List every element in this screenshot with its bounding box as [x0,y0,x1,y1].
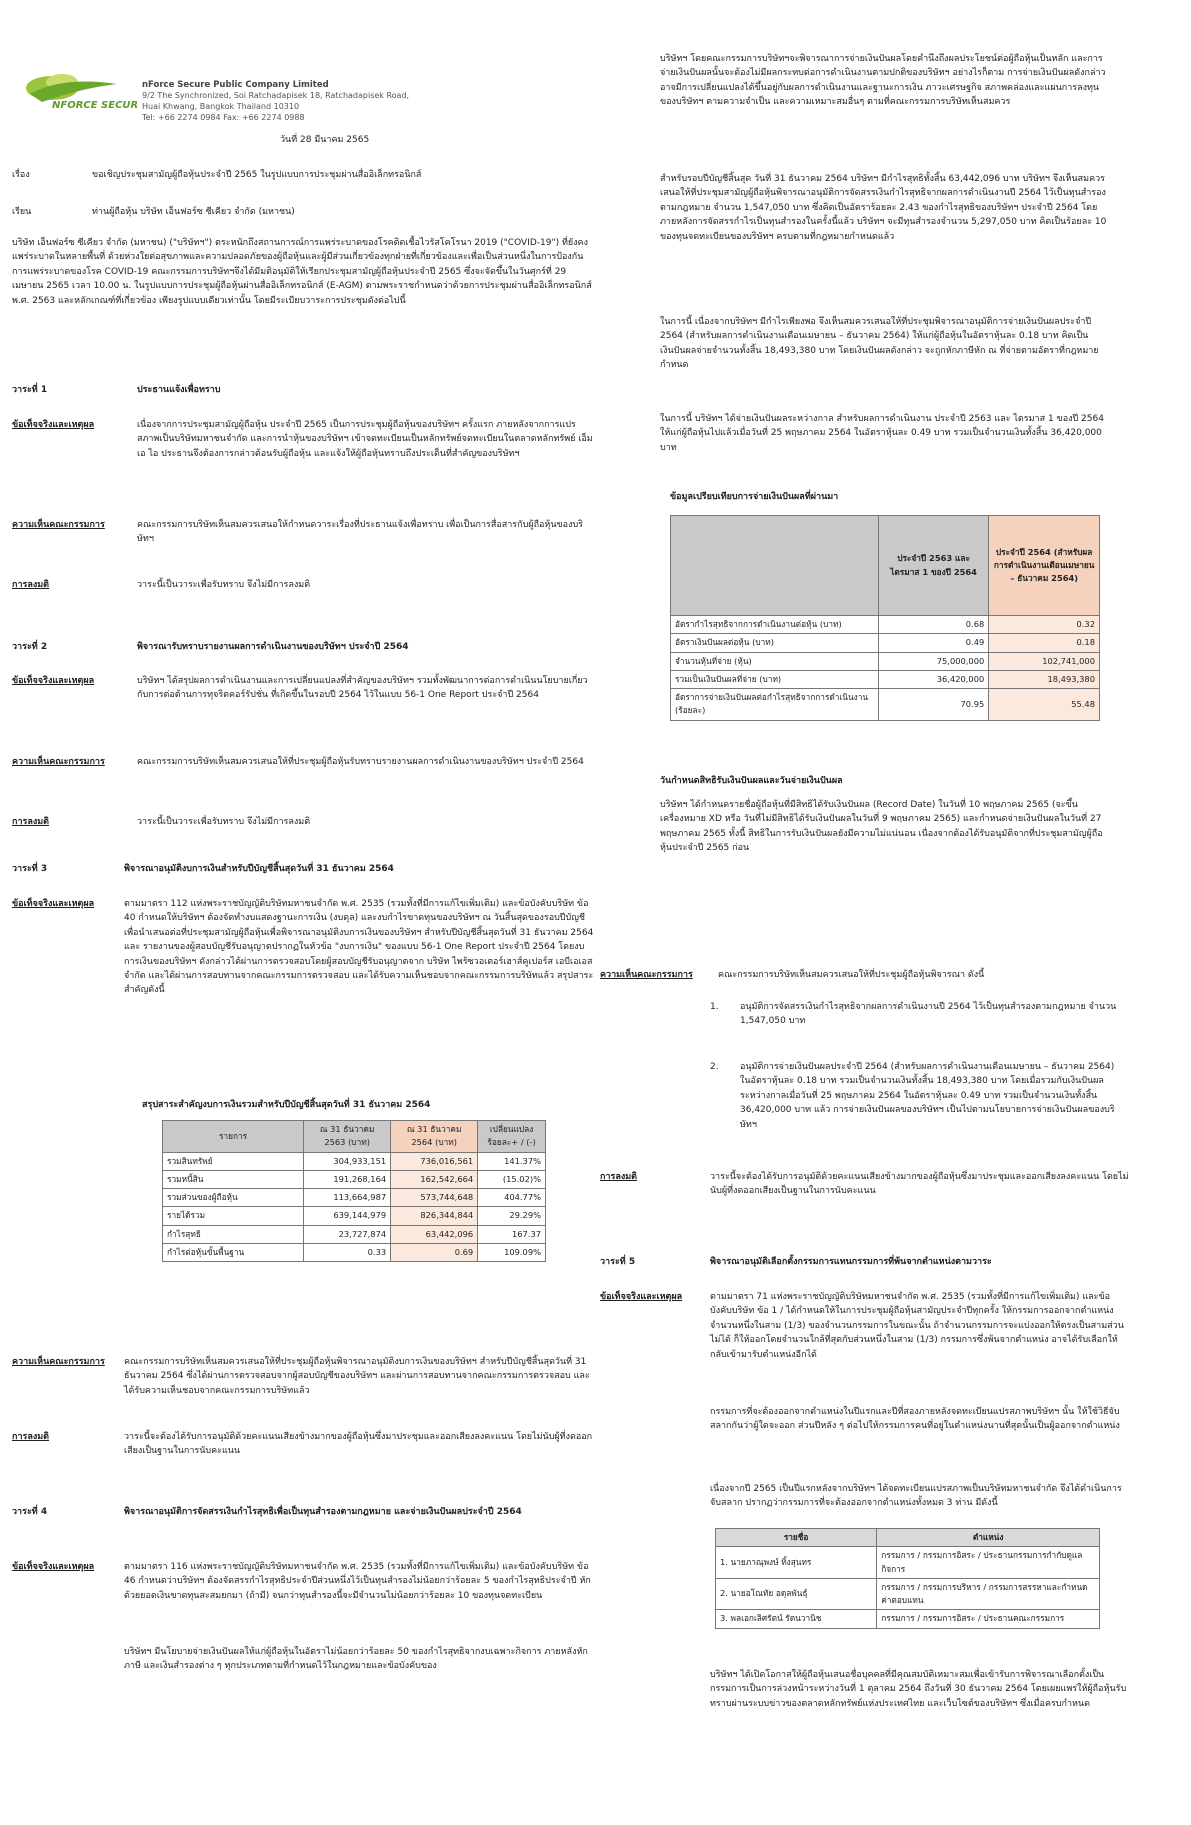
agenda-3-facts-label: ข้อเท็จจริงและเหตุผล [12,899,95,909]
div-header-2563: ประจำปี 2563 และ ไตรมาส 1 ของปี 2564 [878,516,988,616]
table-row [163,1170,546,1188]
fin-cell-2564: 826,344,844 [391,1207,478,1225]
table-row [716,1578,1100,1610]
div-cell-2563: 0.68 [878,616,988,634]
dividend-comparison-table [670,515,1100,721]
fin-cell-item: รวมหนี้สิน [163,1170,304,1188]
div-cell-item: อัตรากำไรสุทธิจากการดำเนินงานต่อหุ้น (บาท) [671,616,879,634]
fin-table-title: สรุปสาระสำคัญงบการเงินรวมสำหรับปีบัญชีสิ้นสุดวันที่ 31 ธันวาคม 2564 [142,1100,431,1110]
div-header-2564: ประจำปี 2564 (สำหรับผลการดำเนินงานเดือนเมษายน – ธันวาคม 2564) [989,516,1100,616]
agenda-2-facts: บริษัทฯ ได้สรุปผลการดำเนินงานและการเปลี่ยนแปลงที่สำคัญของบริษัทฯ รวมทั้งพัฒนาการต่อการดำเนินนโยบายเกี่ยวกับการต่อต้านการทุจริตคอร์รัปชั่น ที่เกิดขึ้นในรอบปี 2564 ไว้ในแบบ 56-1 One Report ประจำปี 2564 [137,676,588,701]
fin-cell-change: (15.02)% [478,1170,546,1188]
dir-cell-name: 1. นายภาณุพงษ์ ทิ้งสุนทร [716,1547,877,1579]
company-logo [22,66,137,121]
agenda-2-opinion-label: ความเห็นคณะกรรมการ [12,757,105,767]
fin-cell-2563: 191,268,164 [304,1170,391,1188]
agenda-4-opinion-label: ความเห็นคณะกรรมการ [600,970,693,980]
div-cell-2563: 36,420,000 [878,670,988,688]
fin-header-item: รายการ [163,1121,304,1153]
fin-cell-2564: 162,542,664 [391,1170,478,1188]
agenda-2-opinion: คณะกรรมการบริษัทเห็นสมควรเสนอให้ที่ประชุมผู้ถือหุ้นรับทราบรายงานผลการดำเนินงานของบริษัทฯ ประจำปี 2564 [137,757,584,767]
fin-cell-2564: 0.69 [391,1243,478,1261]
agenda-1-title: ประธานแจ้งเพื่อทราบ [137,385,221,395]
dividend-policy-text: บริษัทฯ โดยคณะกรรมการบริษัทฯจะพิจารณาการจ่ายเงินปันผลโดยคำนึงถึงผลประโยชน์ต่อผู้ถือหุ้นเป็นหลัก และการจ่ายเงินปันผลนั้นจะต้องไม่มีผลกระทบต่อการดำเนินงานตามปกติของบริษัทฯ อย่างไรก็ตาม การจ่ายเงินปันผลดังกล่าวอาจมีการเปลี่ยนแปลงได้ขึ้นอยู่กับผลการดำเนินงานและฐานะการเงิน ภาวะเศรษฐกิจ สภาพคล่องและแผนการลงทุนของบริษัทฯ ตามความจำเป็น และความเหมาะสมอื่นๆ ตามที่คณะกรรมการบริษัทเห็นสมควร [660,54,1106,108]
agenda-5-para-4: บริษัทฯ ได้เปิดโอกาสให้ผู้ถือหุ้นเสนอชื่อบุคคลที่มีคุณสมบัติเหมาะสมเพื่อเข้ารับการพิจารณาเลือกตั้งเป็นกรรมการเป็นการล่วงหน้าระหว่างวันที่ 1 ตุลาคม 2564 ถึงวันที่ 30 ธันวาคม 2564 โดยเผยแพร่ให้ผู้ถือหุ้นรับทราบผ่านระบบข่าวของตลาดหลักทรัพย์แห่งประเทศไทย และเว็บไซต์ของบริษัทฯ ซึ่งเมื่อครบกำหนด [710,1670,1127,1709]
agenda-3-title: พิจารณาอนุมัติงบการเงินสำหรับปีบัญชีสิ้นสุดวันที่ 31 ธันวาคม 2564 [124,864,394,874]
agenda-1-vote-label: การลงมติ [12,580,50,590]
table-row [163,1152,546,1170]
agenda-3-opinion: คณะกรรมการบริษัทเห็นสมควรเสนอให้ที่ประชุมผู้ถือหุ้นพิจารณาอนุมัติงบการเงินของบริษัทฯ สำหรับปีบัญชีสิ้นสุดวันที่ 31 ธันวาคม 2564 ซึ่งได้ผ่านการตรวจสอบจากผู้สอบบัญชีของบริษัทฯ และผ่านการสอบทานจากคณะกรรมการตรวจสอบ และได้รับความเห็นชอบจากคณะกรรมการบริษัทแล้ว [124,1357,590,1396]
agenda-5-title: พิจารณาอนุมัติเลือกตั้งกรรมการแทนกรรมการที่พ้นจากตำแหน่งตามวาระ [710,1257,992,1267]
logo-text: NFORCE SECURE [52,100,137,111]
agenda-2-title: พิจารณารับทราบรายงานผลการดำเนินงานของบริษัทฯ ประจำปี 2564 [137,642,409,652]
fin-cell-2563: 304,933,151 [304,1152,391,1170]
div-cell-2564: 18,493,380 [989,670,1100,688]
company-address-1: 9/2 The Synchronized, Soi Ratchadapisek 18, Ratchadapisek Road, [142,91,410,101]
fin-cell-item: กำไรสุทธิ [163,1225,304,1243]
agenda-4-label: วาระที่ 4 [12,1507,48,1517]
agenda-2-vote: วาระนี้เป็นวาระเพื่อรับทราบ จึงไม่มีการลงมติ [137,817,311,827]
dir-cell-name: 3. พลเอกเลิศรัตน์ รัตนวานิช [716,1610,877,1628]
div-cell-item: อัตราเงินปันผลต่อหุ้น (บาท) [671,634,879,652]
intro-body: บริษัท เอ็นฟอร์ซ ซีเคียว จำกัด (มหาชน) ("บริษัทฯ") ตระหนักถึงสถานการณ์การแพร่ระบาดของโรคติดเชื้อไวรัสโคโรนา 2019 ("COVID-19") ที่ยังคงแพร่ระบาดในหลายพื้นที่ ด้วยห่วงใยต่อสุขภาพและความปลอดภัยของผู้ถือหุ้นและผู้มีส่วนเกี่ยวข้องทุกฝ่ายที่เกี่ยวข้องและเพื่อเป็นส่วนหนึ่งในการป้องกันการแพร่ระบาดของโรค COVID-19 คณะกรรมการบริษัทฯจึงได้มีมติอนุมัติให้เรียกประชุมสามัญผู้ถือหุ้นประจำปี 2565 ซึ่งจะจัดขึ้นในวันศุกร์ที่ 29 เมษายน 2565 เวลา 10.00 น. ในรูปแบบการประชุมผู้ถือหุ้นผ่านสื่ออิเล็กทรอนิกส์ (E-AGM) ตามพระราชกำหนดว่าด้วยการประชุมผ่านสื่ออิเล็กทรอนิกส์ พ.ศ. 2563 และหลักเกณฑ์ที่เกี่ยวข้อง เพียงรูปแบบเดียวเท่านั้น โดยมีระเบียบวาระการประชุมดังต่อไปนี้ [12,238,592,306]
agenda-2-facts-label: ข้อเท็จจริงและเหตุผล [12,676,95,686]
company-name: nForce Secure Public Company Limited [142,80,329,90]
interim-dividend-text: ในการนี้ บริษัทฯ ได้จ่ายเงินปันผลระหว่างกาล สำหรับผลการดำเนินงาน ประจำปี 2563 และ ไตรมาส 1 ของปี 2564 ให้แก่ผู้ถือหุ้นไปแล้วเมื่อวันที่ 25 พฤษภาคม 2564 ในอัตราหุ้นละ 0.49 บาท รวมเป็นจำนวนเงินทั้งสิ้น 36,420,000 บาท [660,414,1104,453]
fin-header-2564: ณ 31 ธันวาคม 2564 (บาท) [391,1121,478,1153]
fin-cell-2564: 736,016,561 [391,1152,478,1170]
record-date-text: บริษัทฯ ได้กำหนดรายชื่อผู้ถือหุ้นที่มีสิทธิได้รับเงินปันผล (Record Date) ในวันที่ 10 พฤษภาคม 2565 (จะขึ้นเครื่องหมาย XD หรือ วันที่ไม่มีสิทธิได้รับเงินปันผลในวันที่ 9 พฤษภาคม 2565) และกำหนดจ่ายเงินปันผลในวันที่ 27 พฤษภาคม 2565 ทั้งนี้ สิทธิในการรับเงินปันผลยังมีความไม่แน่นอน เนื่องจากต้องได้รับอนุมัติจากที่ประชุมสามัญผู้ถือหุ้นประจำปี 2565 ก่อน [660,800,1103,854]
agenda-3-opinion-label: ความเห็นคณะกรรมการ [12,1357,105,1367]
fin-cell-item: รายได้รวม [163,1207,304,1225]
fin-cell-item: รวมสินทรัพย์ [163,1152,304,1170]
agenda-3-vote-label: การลงมติ [12,1432,50,1442]
subject-label: เรื่อง [12,170,30,180]
div-cell-2563: 0.49 [878,634,988,652]
table-row [163,1225,546,1243]
agenda-1-label: วาระที่ 1 [12,385,48,395]
table-row [671,616,1100,634]
dir-cell-position: กรรมการ / กรรมการอิสระ / ประธานกรรมการกำกับดูแลกิจการ [877,1547,1100,1579]
dir-cell-name: 2. นายอโณทัย อดุลพันธุ์ [716,1578,877,1610]
agenda-4-facts-label: ข้อเท็จจริงและเหตุผล [12,1562,95,1572]
fin-cell-2563: 113,664,987 [304,1189,391,1207]
agenda-5-facts-label: ข้อเท็จจริงและเหตุผล [600,1292,683,1302]
subject-text: ขอเชิญประชุมสามัญผู้ถือหุ้นประจำปี 2565 ในรูปแบบการประชุมผ่านสื่ออิเล็กทรอนิกส์ [92,170,422,180]
agenda-1-opinion-label: ความเห็นคณะกรรมการ [12,520,105,530]
div-cell-2564: 102,741,000 [989,652,1100,670]
opinion-item-text: อนุมัติการจัดสรรเงินกำไรสุทธิจากผลการดำเนินงานปี 2564 ไว้เป็นทุนสำรองตามกฎหมาย จำนวน 1,547,050 บาท [740,1002,1117,1027]
agenda-4-opinion-intro: คณะกรรมการบริษัทเห็นสมควรเสนอให้ที่ประชุมผู้ถือหุ้นพิจารณา ดังนี้ [718,970,985,980]
div-cell-2564: 0.32 [989,616,1100,634]
div-cell-2564: 0.18 [989,634,1100,652]
table-row [163,1243,546,1261]
fin-cell-change: 404.77% [478,1189,546,1207]
fin-cell-2563: 639,144,979 [304,1207,391,1225]
financial-summary-table [162,1120,546,1262]
agenda-3-facts: ตามมาตรา 112 แห่งพระราชบัญญัติบริษัทมหาชนจำกัด พ.ศ. 2535 (รวมทั้งที่มีการแก้ไขเพิ่มเติม) และข้อบังคับบริษัท ข้อ 40 กำหนดให้บริษัทฯ ต้องจัดทำงบแสดงฐานะการเงิน (งบดุล) และงบกำไรขาดทุนของบริษัทฯ ณ วันสิ้นสุดของรอบปีบัญชี เพื่อนำเสนอต่อที่ประชุมสามัญผู้ถือหุ้นเพื่อพิจารณาอนุมัติงบการเงินของบริษัทฯ สำหรับปีบัญชีสิ้นสุดวันที่ 31 ธันวาคม 2564 และ รายงานของผู้สอบบัญชีรับอนุญาตปรากฏในหัวข้อ "งบการเงิน" ของแบบ 56-1 One Report ประจำปี 2564 โดยงบการเงินของบริษัทฯ ดังกล่าวได้ผ่านการตรวจสอบโดยผู้สอบบัญชีรับอนุญาตจาก บริษัท ไพร้ซวอเตอร์เฮาส์คูเปอร์ส เอบีเอเอส จำกัด และได้ผ่านการสอบทานจากคณะกรรมการตรวจสอบ และได้รับความเห็นชอบจากคณะกรรมการบริษัทแล้ว สรุปสาระสำคัญดังนี้ [124,899,594,996]
agenda-5-label: วาระที่ 5 [600,1257,636,1267]
fin-cell-change: 167.37 [478,1225,546,1243]
agenda-4-vote-label: การลงมติ [600,1172,638,1182]
dir-cell-position: กรรมการ / กรรมการอิสระ / ประธานคณะกรรมการ [877,1610,1100,1628]
table-row [671,689,1100,721]
table-row [671,670,1100,688]
fin-cell-change: 141.37% [478,1152,546,1170]
fin-cell-item: รวมส่วนของผู้ถือหุ้น [163,1189,304,1207]
div-cell-2563: 75,000,000 [878,652,988,670]
agenda-5-para-2: กรรมการที่จะต้องออกจากตำแหน่งในปีแรกและปีที่สองภายหลังจดทะเบียนแปรสภาพบริษัทฯ นั้น ให้ใช้วิธีจับสลากกันว่าผู้ใดจะออก ส่วนปีหลัง ๆ ต่อไปให้กรรมการคนที่อยู่ในตำแหน่งนานที่สุดนั้นเป็นผู้ออกจากตำแหน่ง [710,1407,1120,1432]
agenda-1-facts-label: ข้อเท็จจริงและเหตุผล [12,420,95,430]
div-cell-2564: 55.48 [989,689,1100,721]
div-cell-item: อัตราการจ่ายเงินปันผลต่อกำไรสุทธิจากการดำเนินงาน (ร้อยละ) [671,689,879,721]
company-address-2: Huai Khwang, Bangkok Thailand 10310 [142,102,300,112]
table-row [671,652,1100,670]
opinion-item-num: 2. [710,1062,719,1072]
fin-cell-2563: 0.33 [304,1243,391,1261]
fin-cell-item: กำไรต่อหุ้นขั้นพื้นฐาน [163,1243,304,1261]
table-row [163,1189,546,1207]
dir-cell-position: กรรมการ / กรรมการบริหาร / กรรมการสรรหาและกำหนดค่าตอบแทน [877,1578,1100,1610]
fin-cell-2564: 573,744,648 [391,1189,478,1207]
fin-cell-2564: 63,442,096 [391,1225,478,1243]
table-row [163,1207,546,1225]
record-date-title: วันกำหนดสิทธิรับเงินปันผลและวันจ่ายเงินปันผล [660,776,843,786]
agenda-2-label: วาระที่ 2 [12,642,48,652]
to-text: ท่านผู้ถือหุ้น บริษัท เอ็นฟอร์ซ ซีเคียว จำกัด (มหาชน) [92,207,295,217]
agenda-4-facts-2: บริษัทฯ มีนโยบายจ่ายเงินปันผลให้แก่ผู้ถือหุ้นในอัตราไม่น้อยกว่าร้อยละ 50 ของกำไรสุทธิจากงบเฉพาะกิจการ ภายหลังหักภาษี และเงินสำรองต่าง ๆ ทุกประเภทตามที่กำหนดไว้ในกฎหมายและข้อบังคับของ [124,1647,588,1672]
agenda-4-vote: วาระนี้จะต้องได้รับการอนุมัติด้วยคะแนนเสียงข้างมากของผู้ถือหุ้นซึ่งมาประชุมและออกเสียงลงคะแนน โดยไม่นับผู้ที่งดออกเสียงเป็นฐานในการนับคะแนน [710,1172,1129,1197]
div-cell-2563: 70.95 [878,689,988,721]
opinion-item-text: อนุมัติการจ่ายเงินปันผลประจำปี 2564 (สำหรับผลการดำเนินงานเดือนเมษายน – ธันวาคม 2564) ในอัตราหุ้นละ 0.18 บาท รวมเป็นจำนวนเงินทั้งสิ้น 18,493,380 บาท โดยเมื่อรวมกับเงินปันผลระหว่างกาลเมื่อวันที่ 25 พฤษภาคม 2564 ในอัตราหุ้นละ 0.49 บาท รวมเป็นจำนวนเงินทั้งสิ้น 36,420,000 บาท แล้ว การจ่ายเงินปันผลของบริษัทฯ เป็นไปตามนโยบายการจ่ายเงินปันผลของบริษัทฯ [740,1062,1115,1130]
to-label: เรียน [12,207,32,217]
dir-header-position: ตำแหน่ง [877,1529,1100,1547]
agenda-1-opinion: คณะกรรมการบริษัทเห็นสมควรเสนอให้กำหนดวาระเรื่องที่ประธานแจ้งเพื่อทราบ เพื่อเป็นการสื่อสารกับผู้ถือหุ้นของบริษัทฯ [137,520,584,545]
table-row [716,1610,1100,1628]
agenda-5-para-3: เนื่องจากปี 2565 เป็นปีแรกหลังจากบริษัทฯ ได้จดทะเบียนแปรสภาพเป็นบริษัทมหาชนจำกัด จึงได้ดำเนินการจับสลาก ปรากฏว่ากรรมการที่จะต้องออกจากตำแหน่งทั้งหมด 3 ท่าน มีดังนี้ [710,1484,1122,1509]
agenda-5-facts: ตามมาตรา 71 แห่งพระราชบัญญัติบริษัทมหาชนจำกัด พ.ศ. 2535 (รวมทั้งที่มีการแก้ไขเพิ่มเติม) และข้อบังคับบริษัท ข้อ 1 / ได้กำหนดให้ในการประชุมผู้ถือหุ้นสามัญประจำปีทุกครั้ง ให้กรรมการออกจากตำแหน่งจำนวนหนึ่งในสาม (1/3) ของจำนวนกรรมการในขณะนั้น ถ้าจำนวนกรรมการจะแบ่งออกให้ตรงเป็นสามส่วนไม่ได้ ก็ให้ออกโดยจำนวนใกล้ที่สุดกับส่วนหนึ่งในสาม (1/3) กรรมการซึ่งพ้นจากตำแหน่ง อาจได้รับเลือกให้กลับเข้ามารับตำแหน่งอีกได้ [710,1292,1124,1360]
agenda-3-label: วาระที่ 3 [12,864,48,874]
div-cell-item: จำนวนหุ้นที่จ่าย (หุ้น) [671,652,879,670]
agenda-1-vote: วาระนี้เป็นวาระเพื่อรับทราบ จึงไม่มีการลงมติ [137,580,311,590]
dividend-proposal-text: ในการนี้ เนื่องจากบริษัทฯ มีกำไรเพียงพอ จึงเห็นสมควรเสนอให้ที่ประชุมพิจารณาอนุมัติการจ่ายเงินปันผลประจำปี 2564 (สำหรับผลการดำเนินงานเดือนเมษายน – ธันวาคม 2564) ให้แก่ผู้ถือหุ้นในอัตราหุ้นละ 0.18 บาท คิดเป็นเงินปันผลจ่ายจำนวนทั้งสิ้น 18,493,380 บาท โดยเงินปันผลดังกล่าว จะถูกหักภาษีหัก ณ ที่จ่ายตามอัตราที่กฎหมายกำหนด [660,317,1099,371]
agenda-3-vote: วาระนี้จะต้องได้รับการอนุมัติด้วยคะแนนเสียงข้างมากของผู้ถือหุ้นซึ่งมาประชุมและออกเสียงลงคะแนน โดยไม่นับผู้ที่งดออกเสียงเป็นฐานในการนับคะแนน [124,1432,593,1457]
fin-cell-change: 109.09% [478,1243,546,1261]
company-phone: Tel: +66 2274 0984 Fax: +66 2274 0988 [142,113,305,123]
opinion-item-num: 1. [710,1002,719,1012]
fin-header-2563: ณ 31 ธันวาคม 2563 (บาท) [304,1121,391,1153]
net-profit-text: สำหรับรอบปีบัญชีสิ้นสุด วันที่ 31 ธันวาคม 2564 บริษัทฯ มีกำไรสุทธิทั้งสิ้น 63,442,096 บาท บริษัทฯ จึงเห็นสมควรเสนอให้ที่ประชุมสามัญผู้ถือหุ้นพิจารณาอนุมัติการจัดสรรเงินกำไรสุทธิจากผลการดำเนินงานปี 2564 ไว้เป็นทุนสำรองตามกฎหมาย จำนวน 1,547,050 บาท ซึ่งคิดเป็นอัตราร้อยละ 2.43 ของกำไรสุทธิของบริษัทฯ ประจำปี 2564 โดยภายหลังการจัดสรรกำไรเป็นทุนสำรองในครั้งนี้แล้ว บริษัทฯ จะมีทุนสำรองจำนวน 5,297,050 บาท คิดเป็นร้อยละ 10 ของทุนจดทะเบียนของบริษัทฯ ครบตามที่กฎหมายกำหนดแล้ว [660,174,1107,242]
fin-cell-change: 29.29% [478,1207,546,1225]
agenda-4-title: พิจารณาอนุมัติการจัดสรรเงินกำไรสุทธิเพื่อเป็นทุนสำรองตามกฎหมาย และจ่ายเงินปันผลประจำปี 2564 [124,1507,522,1517]
directors-table [715,1528,1100,1629]
table-row [671,634,1100,652]
document-date: วันที่ 28 มีนาคม 2565 [280,135,370,145]
dir-header-name: รายชื่อ [716,1529,877,1547]
dividend-compare-title: ข้อมูลเปรียบเทียบการจ่ายเงินปันผลที่ผ่านมา [670,492,839,502]
fin-cell-2563: 23,727,874 [304,1225,391,1243]
table-row [716,1547,1100,1579]
agenda-4-facts: ตามมาตรา 116 แห่งพระราชบัญญัติบริษัทมหาชนจำกัด พ.ศ. 2535 (รวมทั้งที่มีการแก้ไขเพิ่มเติม) และข้อบังคับบริษัท ข้อ 46 กำหนดว่าบริษัทฯ ต้องจัดสรรกำไรสุทธิประจำปีส่วนหนึ่งไว้เป็นทุนสำรองไม่น้อยกว่าร้อยละ 5 ของกำไรสุทธิประจำปี หักด้วยยอดเงินขาดทุนสะสมยกมา (ถ้ามี) จนกว่าทุนสำรองนี้จะมีจำนวนไม่น้อยกว่าร้อยละ 10 ของทุนจดทะเบียน [124,1562,591,1601]
company-info [142,80,409,124]
agenda-2-vote-label: การลงมติ [12,817,50,827]
div-cell-item: รวมเป็นเงินปันผลที่จ่าย (บาท) [671,670,879,688]
agenda-1-facts: เนื่องจากการประชุมสามัญผู้ถือหุ้น ประจำปี 2565 เป็นการประชุมผู้ถือหุ้นของบริษัทฯ ครั้งแรก ภายหลังจากการแปรสภาพเป็นบริษัทมหาชนจำกัด และการนำหุ้นของบริษัทฯ เข้าจดทะเบียนเป็นหลักทรัพย์จดทะเบียนในตลาดหลักทรัพย์ เอ็ม เอ ไอ ประธานจึงต้องการกล่าวต้อนรับผู้ถือหุ้น และแจ้งให้ผู้ถือหุ้นทราบถึงประเด็นที่สำคัญของบริษัทฯ [137,420,593,459]
fin-header-change: เปลี่ยนแปลง ร้อยละ+ / (-) [478,1121,546,1153]
